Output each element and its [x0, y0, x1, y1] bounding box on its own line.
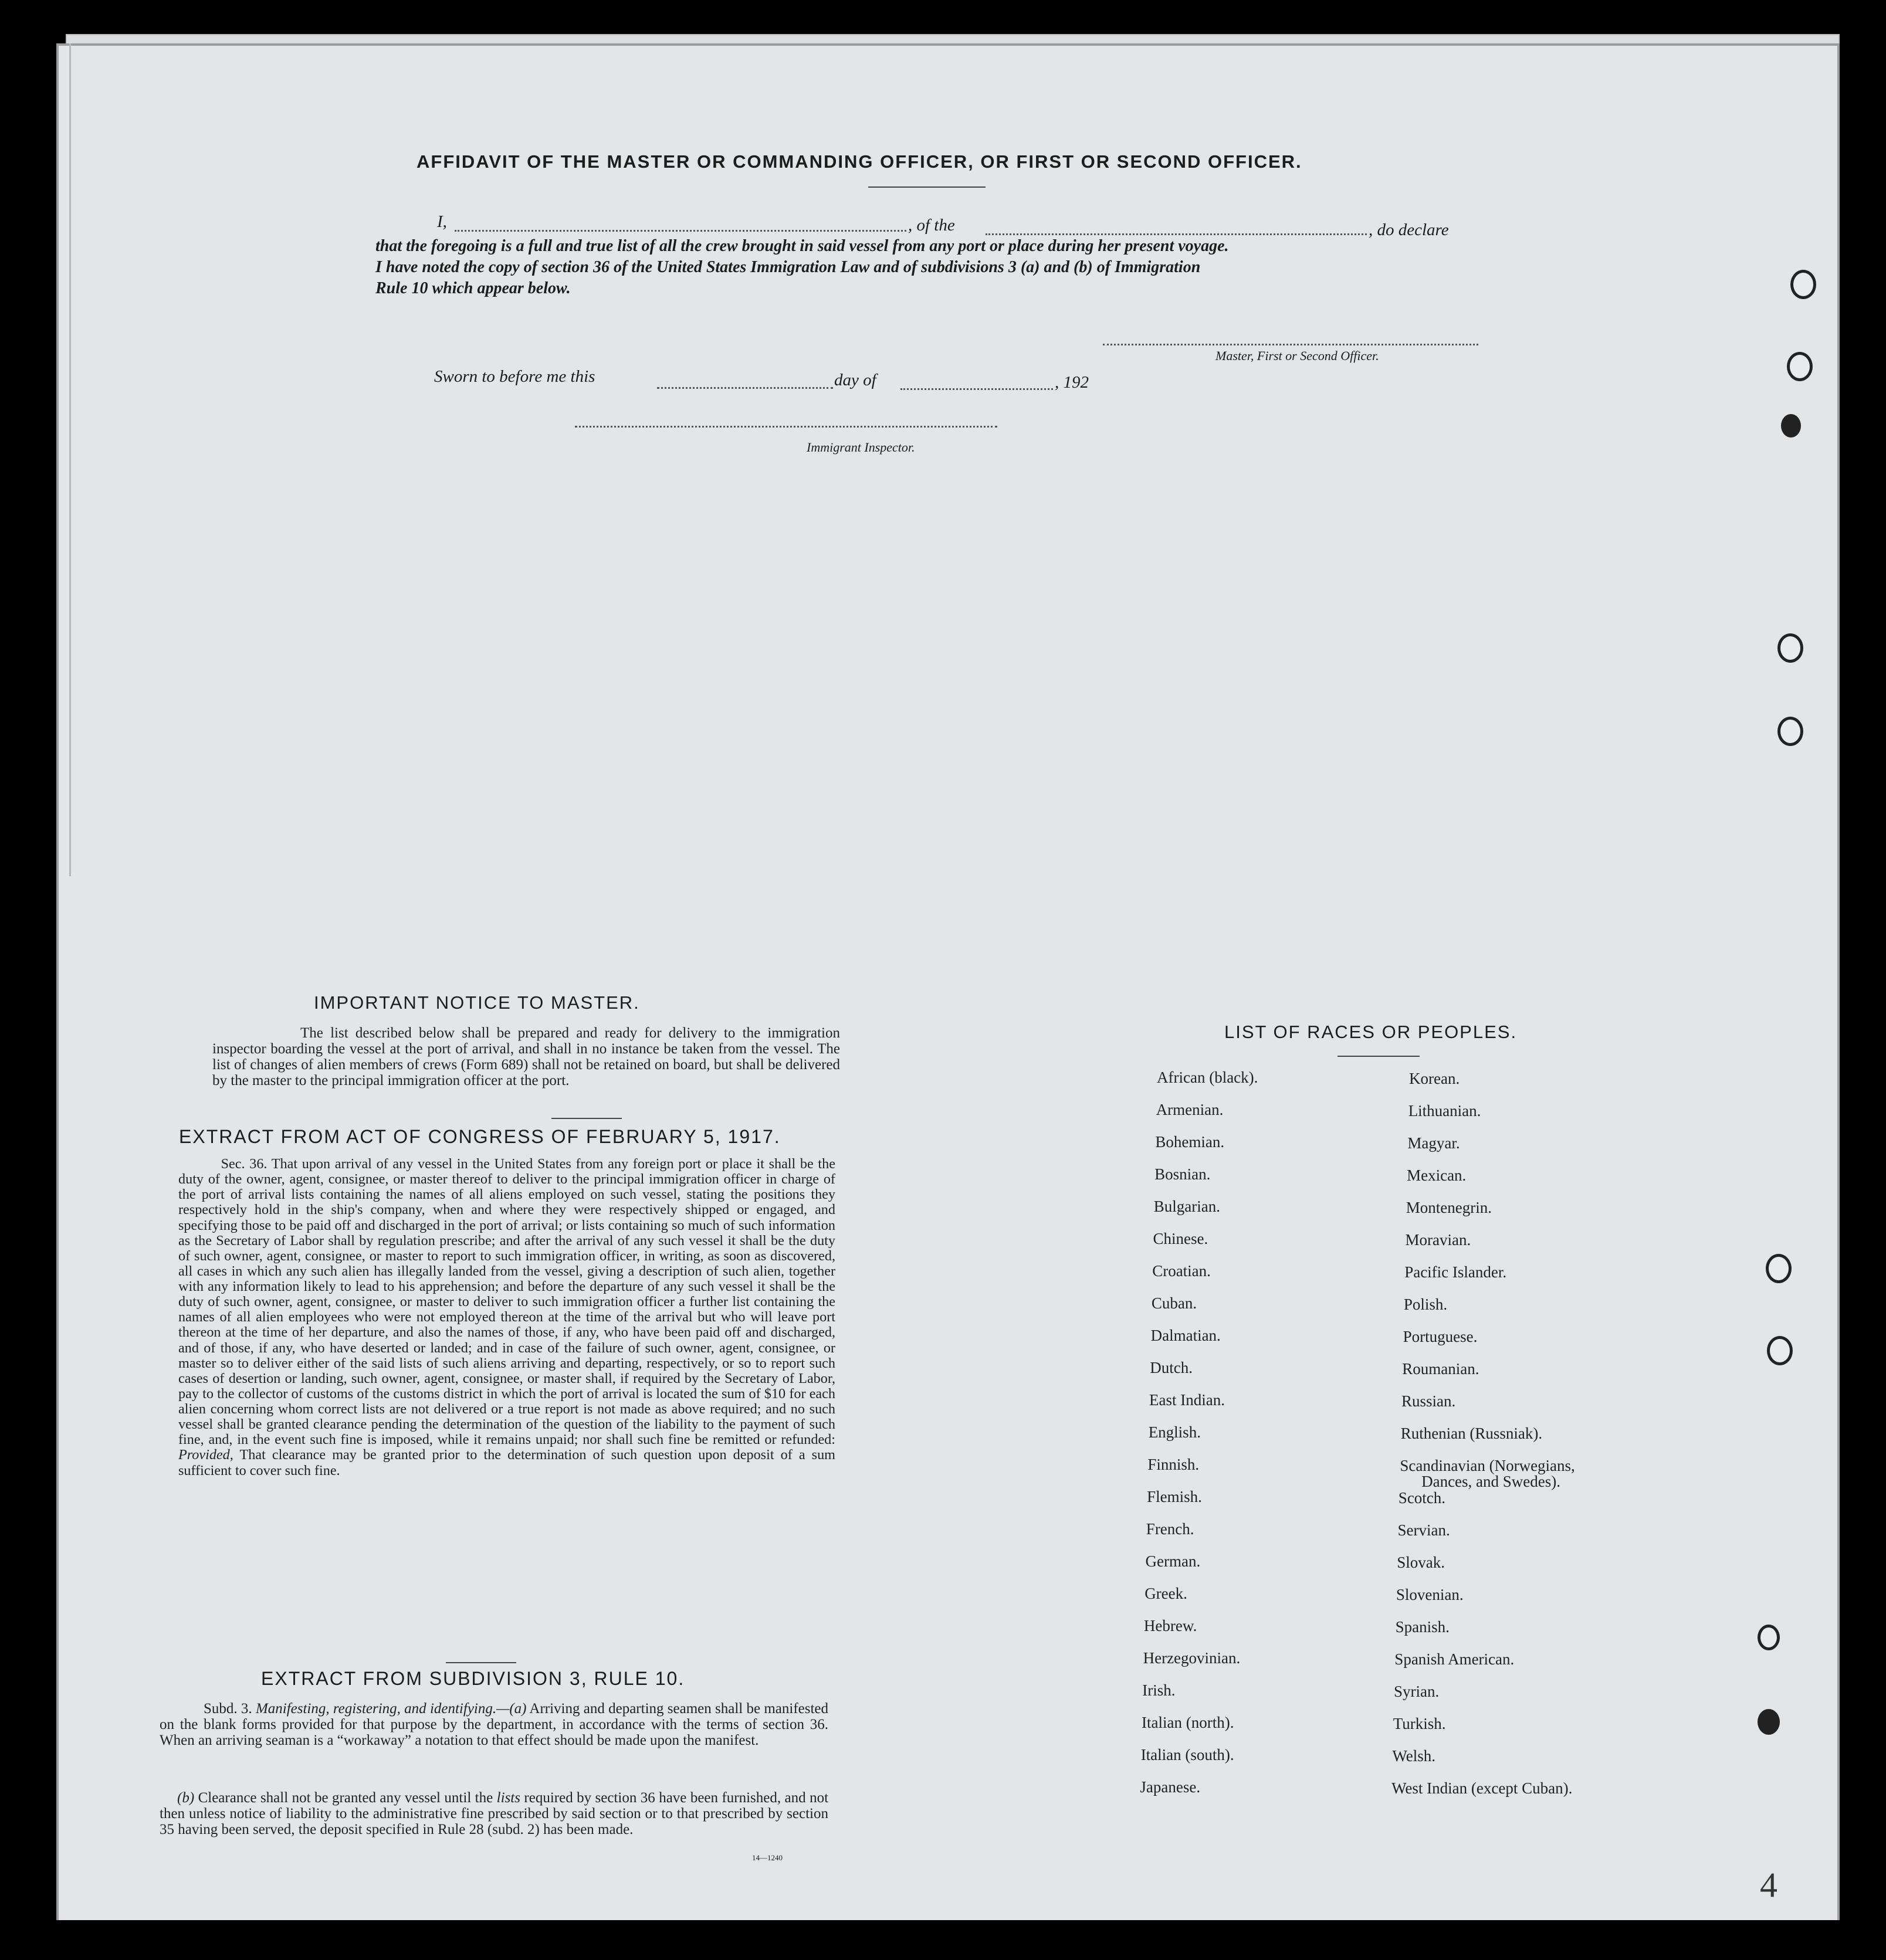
- fold-line: [69, 43, 71, 876]
- race-item: Magyar.: [1407, 1134, 1460, 1152]
- race-item: Spanish.: [1395, 1618, 1450, 1636]
- punch-hole: [1758, 1625, 1780, 1650]
- sworn-day-field[interactable]: [657, 387, 833, 389]
- para-b-label: (b): [177, 1790, 195, 1806]
- punch-hole: [1777, 633, 1803, 663]
- race-item: Japanese.: [1140, 1778, 1201, 1796]
- day-of-label: day of: [834, 371, 876, 389]
- race-item: Welsh.: [1392, 1747, 1435, 1765]
- subd-heading: Manifesting, registering, and identifying.—(a): [255, 1701, 527, 1717]
- affidavit-title-rule: [868, 186, 986, 188]
- race-item: African (black).: [1157, 1069, 1258, 1086]
- race-item: Roumanian.: [1402, 1360, 1479, 1378]
- race-item: Slovak.: [1397, 1554, 1445, 1571]
- extract-rule-para-a: [160, 1701, 828, 1748]
- section-label: Sec. 36.: [221, 1156, 268, 1172]
- notice-title: IMPORTANT NOTICE TO MASTER.: [314, 992, 640, 1013]
- year-label: , 192: [1055, 373, 1089, 392]
- do-declare-label: , do declare: [1369, 221, 1449, 239]
- races-title: LIST OF RACES OR PEOPLES.: [1224, 1022, 1518, 1042]
- race-item: Flemish.: [1147, 1488, 1202, 1505]
- race-item: Italian (south).: [1140, 1746, 1234, 1764]
- subd-label: Subd. 3.: [204, 1701, 252, 1717]
- provided-word: Provided,: [178, 1447, 233, 1463]
- top-page-edge: [56, 43, 1840, 46]
- notice-rule: [551, 1118, 622, 1119]
- punch-hole: [1758, 1709, 1780, 1735]
- race-item: Korean.: [1409, 1070, 1460, 1087]
- race-item: Syrian.: [1394, 1683, 1440, 1700]
- extract-act-rule: [446, 1662, 516, 1663]
- race-item: Herzegovinian.: [1143, 1649, 1241, 1667]
- race-item: Portuguese.: [1403, 1328, 1478, 1345]
- para-b-lists: lists: [496, 1790, 520, 1806]
- punch-hole: [1766, 1254, 1792, 1283]
- master-name-field[interactable]: [455, 230, 906, 232]
- race-item: Ruthenian (Russniak).: [1400, 1425, 1543, 1442]
- race-item: Polish.: [1403, 1296, 1448, 1313]
- inspector-label: Immigrant Inspector.: [807, 440, 915, 455]
- punch-hole: [1781, 414, 1801, 438]
- race-item: Lithuanian.: [1408, 1102, 1481, 1120]
- of-the-label: , of the: [908, 216, 955, 235]
- race-item: West Indian (except Cuban).: [1391, 1779, 1573, 1797]
- race-item: Bulgarian.: [1153, 1198, 1221, 1215]
- race-item: English.: [1148, 1423, 1201, 1441]
- race-item: Russian.: [1401, 1392, 1456, 1410]
- race-item: Scotch.: [1398, 1489, 1446, 1507]
- race-item: Spanish American.: [1394, 1650, 1515, 1668]
- para-b-text-2: required by section 36 have been furnished, and not then unless notice of liability to the administrative fine prescribed by said section or to that prescribed by section 35 having been served, the deposit specified in Rule 28 (subd. 2) has been made.: [160, 1790, 829, 1837]
- affidavit-body: [375, 236, 1472, 299]
- right-page-edge: [1837, 43, 1840, 1920]
- race-item: French.: [1146, 1520, 1194, 1538]
- inspector-signature-field[interactable]: [575, 426, 997, 428]
- race-item: Chinese.: [1153, 1230, 1208, 1247]
- left-page-edge: [56, 43, 59, 1920]
- race-item: Cuban.: [1151, 1294, 1197, 1312]
- race-item: Mexican.: [1407, 1166, 1467, 1184]
- punch-hole: [1787, 352, 1813, 381]
- margin-mark: 4: [1760, 1866, 1777, 1904]
- section-text: That upon arrival of any vessel in the United States from any foreign port or place it shall be the duty of the owner, agent, consignee, or master thereof to deliver to the principal immigration officer in charge of the port of arrival lists containing the names of all aliens employed on such vessel, stating the positions they respectively hold in the ship's company, when and where they were respectively shipped or engaged, and specifying those to be paid off and discharged in the port of arrival; or lists containing so much of such information as the Secretary of Labor shall by regulation prescribe; and after the arrival of any such vessel it shall be the duty of such owner, agent, consignee, or master to report to such immigration officer, in writing, as soon as discovered, all cases in which any such alien has illegally landed from the vessel, giving a description of such alien, together with any information likely to lead to his apprehension; and before the departure of any such vessel it shall be the duty of such owner, agent, consignee, or master to deliver to such immigration officer a further list containing the names of all alien employees who were not employed thereon at the time of the arrival but who will leave port thereon at the time of her departure, and also the names of those, if any, who have been paid off and discharged, and of those, if any, who have deserted or landed; and in case of the failure of such owner, agent, consignee, or master so to deliver either of the said lists of such aliens arriving and departing, respectively, or so to report such cases of desertion or landing, such owner, agent, consignee, or master shall, if required by the Secretary of Labor, pay to the collector of customs of the customs district in which the port of arrival is located the sum of $10 for each alien concerning whom correct lists are not delivered or a true report is not made as above required; and no such vessel shall be granted clearance pending the determination of the question of the liability to the payment of such fine, and, in the event such fine is imposed, while it remains unpaid; nor shall such fine be remitted or refunded:: [178, 1156, 835, 1448]
- punch-hole: [1790, 270, 1816, 299]
- extract-rule-title: EXTRACT FROM SUBDIVISION 3, RULE 10.: [261, 1668, 685, 1689]
- affidavit-body-line-3: Rule 10 which appear below.: [375, 279, 571, 297]
- race-item: Croatian.: [1152, 1262, 1211, 1280]
- master-signature-label: Master, First or Second Officer.: [1215, 348, 1379, 363]
- punch-hole: [1767, 1336, 1793, 1365]
- race-item: Pacific Islander.: [1404, 1263, 1507, 1281]
- form-page: [56, 43, 1840, 1920]
- race-item: Dalmatian.: [1150, 1327, 1221, 1344]
- affidavit-body-line-2: I have noted the copy of section 36 of the United States Immigration Law and of subdivisions 3 (a) and (b) of Immigration: [375, 258, 1201, 276]
- race-item: Irish.: [1142, 1681, 1176, 1699]
- races-title-rule: [1338, 1056, 1420, 1057]
- race-item: Greek.: [1145, 1585, 1187, 1602]
- affidavit-body-line-1: that the foregoing is a full and true list of all the crew brought in said vessel from any port or place during her present voyage.: [375, 237, 1229, 255]
- affidavit-title: AFFIDAVIT OF THE MASTER OR COMMANDING OFFICER, OR FIRST OR SECOND OFFICER.: [417, 151, 1302, 172]
- race-item: East Indian.: [1149, 1391, 1225, 1409]
- sworn-month-field[interactable]: [900, 388, 1053, 390]
- extract-act-title: EXTRACT FROM ACT OF CONGRESS OF FEBRUARY 5, 1917.: [179, 1126, 781, 1147]
- para-b-text-1: Clearance shall not be granted any vessel until the: [198, 1790, 493, 1806]
- race-item: Hebrew.: [1143, 1617, 1197, 1635]
- race-item: Dances, and Swedes).: [1421, 1473, 1561, 1490]
- race-item: German.: [1145, 1552, 1201, 1570]
- race-item: Slovenian.: [1396, 1586, 1464, 1603]
- para-a-text: Arriving and departing seamen shall be manifested on the blank forms provided for that purpose by the department, in accordance with the terms of section 36. When an arriving seaman is a “workaway” a notation to that effect should be made upon the manifest.: [160, 1701, 829, 1748]
- master-signature-field[interactable]: [1103, 344, 1478, 345]
- sworn-label: Sworn to before me this: [434, 367, 595, 386]
- extract-rule-para-b: [160, 1790, 828, 1837]
- race-item: Scandinavian (Norwegians,: [1400, 1457, 1575, 1474]
- extract-act-body: [178, 1157, 835, 1479]
- race-item: Italian (north).: [1142, 1714, 1234, 1731]
- notice-body: The list described below shall be prepared and ready for delivery to the immigration inspector boarding the vessel at the port of arrival, and shall in no instance be taken from the vessel. The list of changes of alien members of crews (Form 689) shall not be retained on board, but shall be delivered by the master to the principal immigration officer at the port.: [212, 1025, 840, 1088]
- punch-hole: [1777, 717, 1803, 746]
- vessel-name-field[interactable]: [986, 233, 1367, 235]
- affidavit-i-label: I,: [437, 212, 447, 231]
- race-item: Bohemian.: [1155, 1133, 1225, 1151]
- race-item: Montenegrin.: [1406, 1199, 1492, 1216]
- race-item: Moravian.: [1405, 1231, 1471, 1249]
- form-number: 14—1240: [752, 1853, 783, 1862]
- race-item: Armenian.: [1156, 1101, 1224, 1118]
- race-item: Bosnian.: [1154, 1165, 1211, 1183]
- race-item: Finnish.: [1147, 1456, 1200, 1473]
- section-text-end: That clearance may be granted prior to the determination of such question upon deposit of a sum sufficient to cover such fine.: [178, 1447, 835, 1479]
- race-item: Dutch.: [1150, 1359, 1193, 1376]
- race-item: Servian.: [1397, 1521, 1450, 1539]
- race-item: Turkish.: [1393, 1715, 1446, 1732]
